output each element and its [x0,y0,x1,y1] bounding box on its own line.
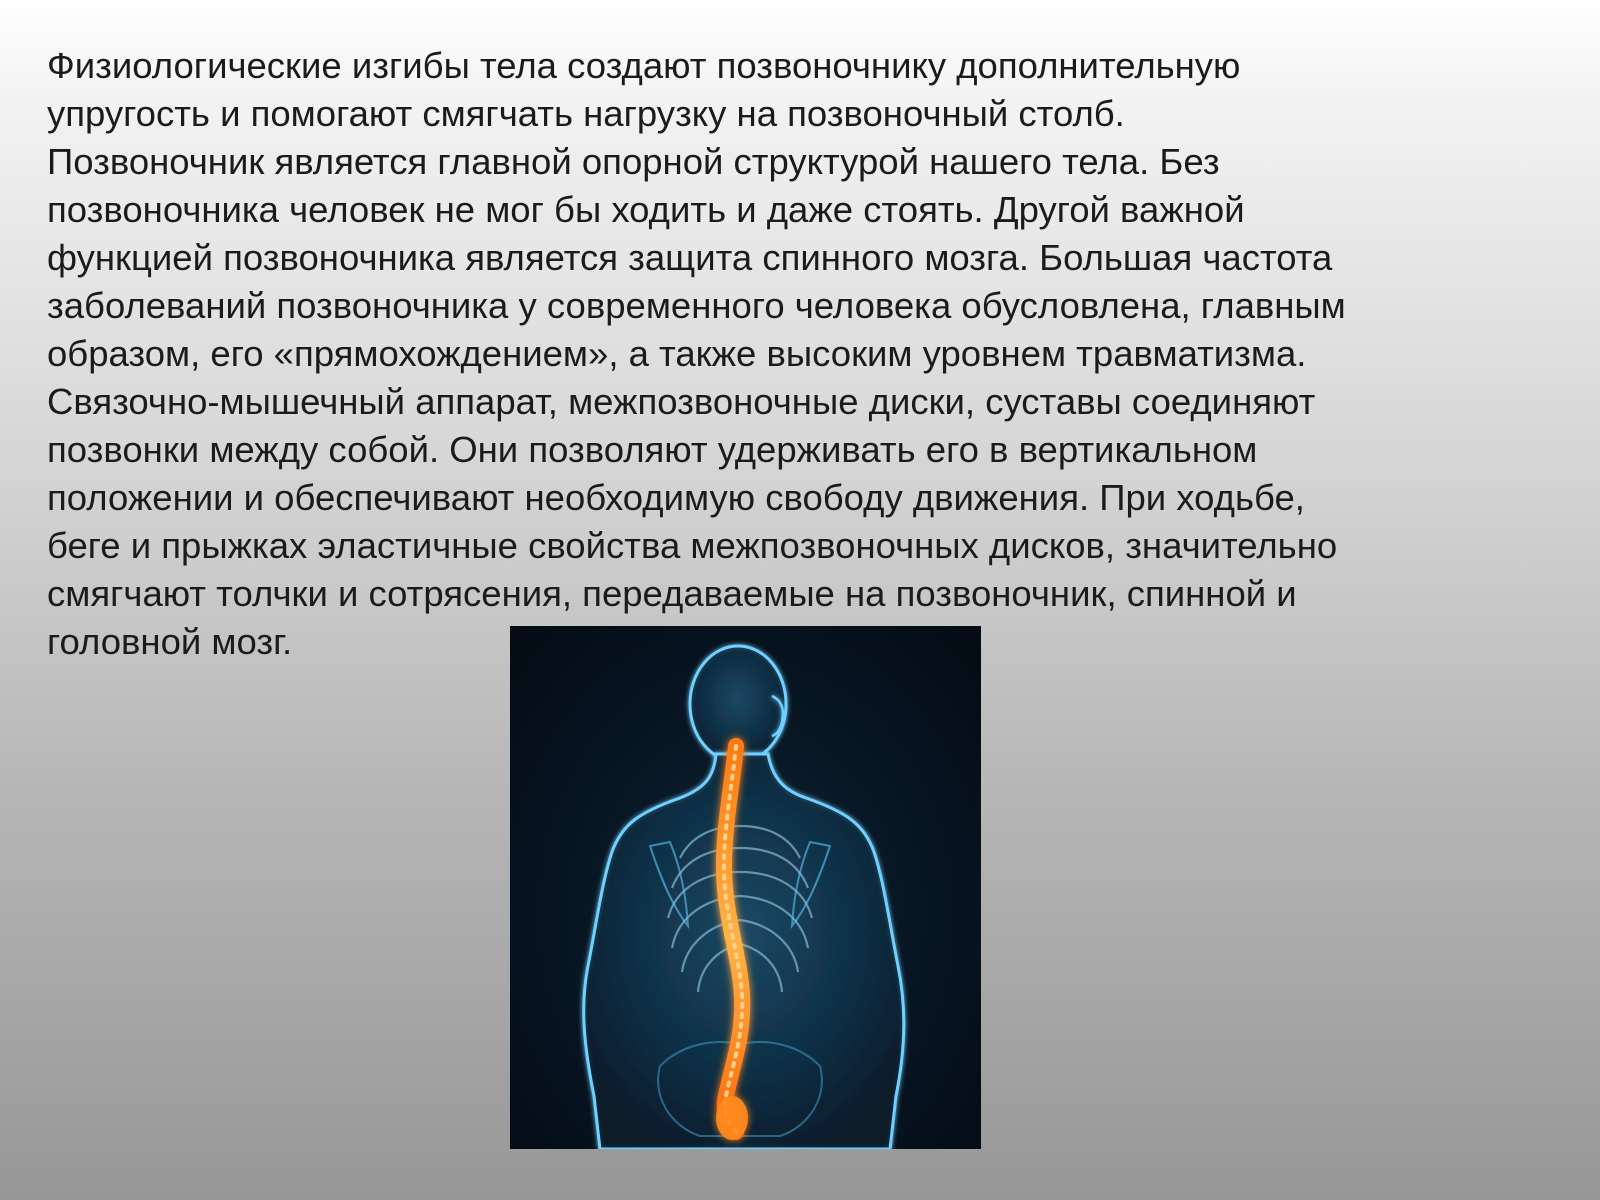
torso-outline [584,754,904,1149]
spine-xray-image [510,626,981,1149]
text-line: Связочно-мышечный аппарат, межпозвоночные диски, суставы соединяют [47,381,1316,422]
text-line: беге и прыжках эластичные свойства межпозвоночных дисков, значительно [47,525,1338,566]
text-line: позвонки между собой. Они позволяют удерживать его в вертикальном [47,429,1258,470]
spine-illustration [510,626,981,1149]
text-line: функцией позвоночника является защита спинного мозга. Большая частота [47,237,1333,278]
text-line: смягчают толчки и сотрясения, передаваемые на позвоночник, спинной и [47,573,1297,614]
text-line: позвоночника человек не мог бы ходить и даже стоять. Другой важной [47,189,1245,230]
text-line: упругость и помогают смягчать нагрузку на позвоночный столб. [47,93,1125,134]
text-line: заболеваний позвоночника у современного человека обусловлена, главным [47,285,1346,326]
text-line: Позвоночник является главной опорной структурой нашего тела. Без [47,141,1220,182]
text-line: Физиологические изгибы тела создают позвоночнику дополнительную [47,45,1241,86]
text-line: головной мозг. [47,621,293,662]
body-text [47,42,1547,666]
text-line: положении и обеспечивают необходимую свободу движения. При ходьбе, [47,477,1305,518]
text-line: образом, его «прямохождением», а также высоким уровнем травматизма. [47,333,1307,374]
